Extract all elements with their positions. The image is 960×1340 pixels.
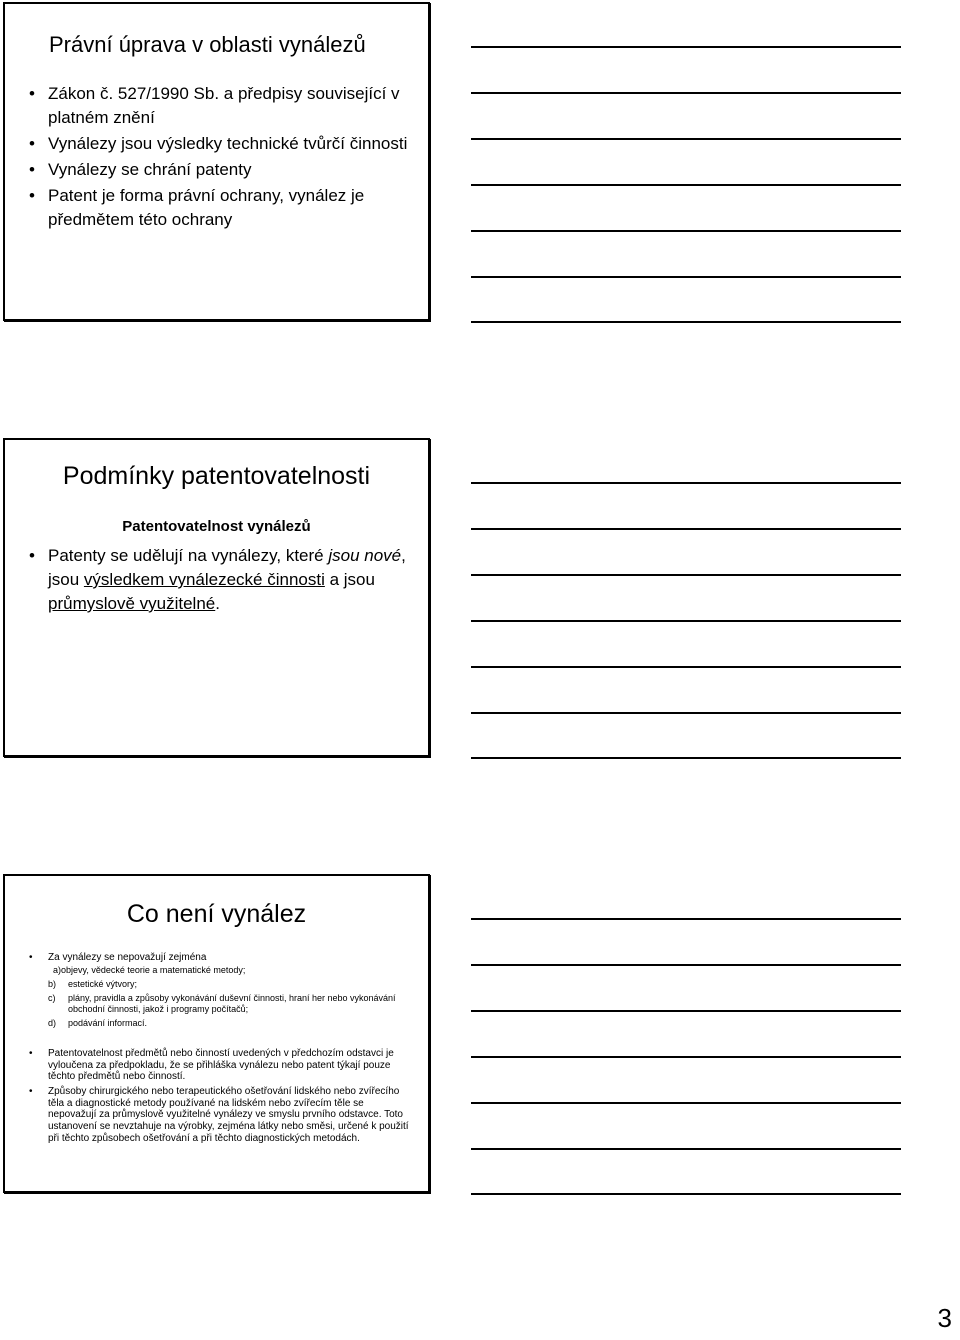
note-line bbox=[471, 1148, 901, 1150]
slide-subtitle: Patentovatelnost vynálezů bbox=[122, 518, 311, 535]
note-line bbox=[471, 1056, 901, 1058]
note-line bbox=[471, 276, 901, 278]
paragraph-text: Způsoby chirurgického nebo terapeutického ošetřování lidského nebo zvířecího těla a diagnostické metody používané na lidském nebo zvířecím těle se nepovažují za průmyslově využitelné vynálezy ve smyslu prvního odstavce. Toto ustanovení se nevztahuje na výrobky, zejména látky nebo směsi, určené k použití při těchto způsobech ošetřování a při těchto diagnostických metodách. bbox=[48, 1086, 409, 1144]
note-line bbox=[471, 184, 901, 186]
slide-title: Právní úprava v oblasti vynálezů bbox=[49, 32, 366, 57]
exclusion-list bbox=[29, 952, 409, 1029]
page-number: 3 bbox=[937, 1303, 952, 1333]
note-line bbox=[471, 666, 901, 668]
note-line bbox=[471, 964, 901, 966]
bullet-item: • Patent je forma právní ochrany, vynález je předmětem této ochrany bbox=[29, 184, 414, 232]
note-line bbox=[471, 1102, 901, 1104]
list-item-d bbox=[29, 1018, 409, 1029]
note-line bbox=[471, 321, 901, 323]
bullet-item: • Zákon č. 527/1990 Sb. a předpisy související v platném znění bbox=[29, 82, 414, 130]
emphasis-text: jsou nové bbox=[328, 546, 402, 565]
list-item-c bbox=[29, 993, 409, 1015]
item-text: podávání informací. bbox=[68, 1017, 148, 1028]
item-label: b) bbox=[48, 978, 57, 989]
slide-title: Podmínky patentovatelnosti bbox=[62, 462, 371, 490]
bullet-list bbox=[29, 544, 414, 616]
note-line bbox=[471, 712, 901, 714]
text-run: a jsou bbox=[324, 570, 375, 589]
bullet-glyph: • bbox=[29, 1048, 33, 1059]
item-label: c) bbox=[48, 992, 56, 1003]
paragraph-1 bbox=[29, 1048, 409, 1083]
list-item-b bbox=[29, 979, 409, 990]
note-line bbox=[471, 230, 901, 232]
text-run: , jsou bbox=[48, 546, 406, 589]
item-label: d) bbox=[48, 1017, 57, 1028]
note-line bbox=[471, 757, 901, 759]
note-line bbox=[471, 46, 901, 48]
slide-title: Co není vynález bbox=[126, 900, 307, 928]
note-line bbox=[471, 138, 901, 140]
slide-1 bbox=[3, 2, 430, 321]
bullet-item bbox=[29, 544, 414, 616]
paragraph-text: Patentovatelnost předmětů nebo činností uvedených v předchozím odstavci je vyloučena za předpokladu, že se přihláška vynálezu nebo patent týkají pouze těchto předmětů nebo činností. bbox=[48, 1048, 394, 1083]
text-run: Patenty se udělují na vynálezy, které bbox=[48, 546, 329, 565]
bullet-list bbox=[29, 82, 414, 234]
item-text: plány, pravidla a způsoby vykonávání duševní činnosti, hraní her nebo vykonávání obchodní činnosti, jakož i programy počítačů; bbox=[68, 992, 396, 1014]
note-line bbox=[471, 620, 901, 622]
note-line bbox=[471, 482, 901, 484]
list-intro: Za vynálezy se nepovažují zejména bbox=[48, 952, 207, 963]
bullet-glyph: • bbox=[29, 952, 33, 963]
item-label: a) bbox=[53, 964, 62, 975]
slide-2 bbox=[3, 438, 430, 757]
item-text: objevy, vědecké teorie a matematické metody; bbox=[61, 964, 246, 975]
underlined-text: výsledkem vynálezecké činnosti bbox=[83, 570, 325, 589]
note-line bbox=[471, 574, 901, 576]
note-line bbox=[471, 1010, 901, 1012]
bullet-item: • Vynálezy jsou výsledky technické tvůrčí činnosti bbox=[29, 132, 414, 156]
bullet-glyph: • bbox=[29, 1086, 33, 1097]
note-line bbox=[471, 528, 901, 530]
note-line bbox=[471, 92, 901, 94]
item-text: estetické výtvory; bbox=[68, 978, 138, 989]
list-item-a bbox=[29, 965, 409, 976]
underlined-text: průmyslově využitelné bbox=[48, 594, 216, 613]
slide-3 bbox=[3, 874, 430, 1193]
paragraph-2 bbox=[29, 1086, 409, 1145]
note-line bbox=[471, 918, 901, 920]
bullet-item: • Vynálezy se chrání patenty bbox=[29, 158, 414, 182]
note-line bbox=[471, 1193, 901, 1195]
text-run: . bbox=[215, 594, 220, 613]
